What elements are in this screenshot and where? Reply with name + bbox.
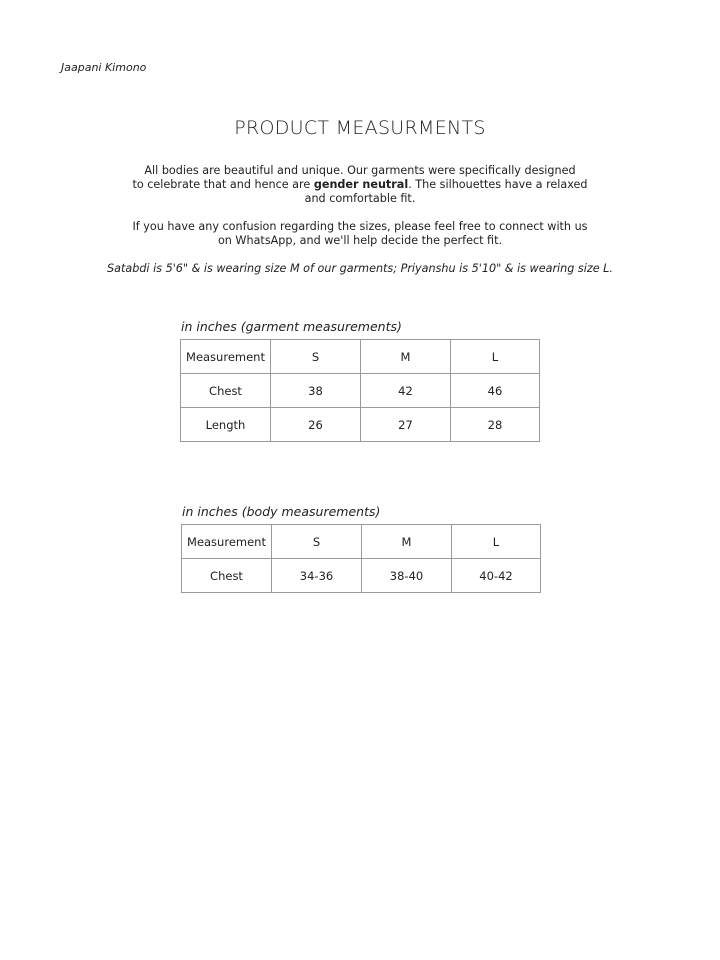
header-cell: L xyxy=(452,525,541,559)
model-size-note: Satabdi is 5'6" & is wearing size M of our garments; Priyanshu is 5'10" & is wearing size L. xyxy=(107,262,613,275)
help-paragraph xyxy=(100,220,620,248)
value-cell: 34-36 xyxy=(272,559,362,593)
table-row xyxy=(181,408,540,442)
intro-line-1: All bodies are beautiful and unique. Our garments were specifically designed xyxy=(144,164,576,177)
header-cell: S xyxy=(271,340,361,374)
header-cell: M xyxy=(361,340,451,374)
row-label-cell: Chest xyxy=(182,559,272,593)
header-cell: Measurement xyxy=(181,340,271,374)
value-cell: 38 xyxy=(271,374,361,408)
row-label-cell: Chest xyxy=(181,374,271,408)
value-cell: 42 xyxy=(361,374,451,408)
value-cell: 26 xyxy=(271,408,361,442)
intro-line-2-end: . The silhouettes have a relaxed xyxy=(408,178,588,191)
garment-measurements-table xyxy=(180,339,540,442)
header-cell: M xyxy=(362,525,452,559)
help-line-2: on WhatsApp, and we'll help decide the perfect fit. xyxy=(217,234,503,247)
header-cell: Measurement xyxy=(182,525,272,559)
help-line-1: If you have any confusion regarding the sizes, please feel free to connect with us xyxy=(132,220,588,233)
intro-line-2 xyxy=(100,178,620,192)
table-header-row xyxy=(182,525,541,559)
value-cell: 28 xyxy=(451,408,540,442)
header-cell: S xyxy=(272,525,362,559)
value-cell: 38-40 xyxy=(362,559,452,593)
gender-neutral-emphasis: gender neutral xyxy=(313,178,409,191)
intro-line-3: and comfortable fit. xyxy=(304,192,416,205)
body-measurements-table xyxy=(181,524,541,593)
header-cell: L xyxy=(451,340,540,374)
intro-line-2-start: to celebrate that and hence are xyxy=(132,178,314,191)
body-table-caption: in inches (body measurements) xyxy=(182,504,381,519)
intro-paragraph xyxy=(100,164,620,206)
garment-table-caption: in inches (garment measurements) xyxy=(181,319,402,334)
value-cell: 27 xyxy=(361,408,451,442)
table-row xyxy=(181,374,540,408)
page-title: PRODUCT MEASURMENTS xyxy=(234,117,486,139)
value-cell: 40-42 xyxy=(452,559,541,593)
table-row xyxy=(182,559,541,593)
row-label-cell: Length xyxy=(181,408,271,442)
table-header-row xyxy=(181,340,540,374)
value-cell: 46 xyxy=(451,374,540,408)
brand-name: Jaapani Kimono xyxy=(61,61,147,74)
